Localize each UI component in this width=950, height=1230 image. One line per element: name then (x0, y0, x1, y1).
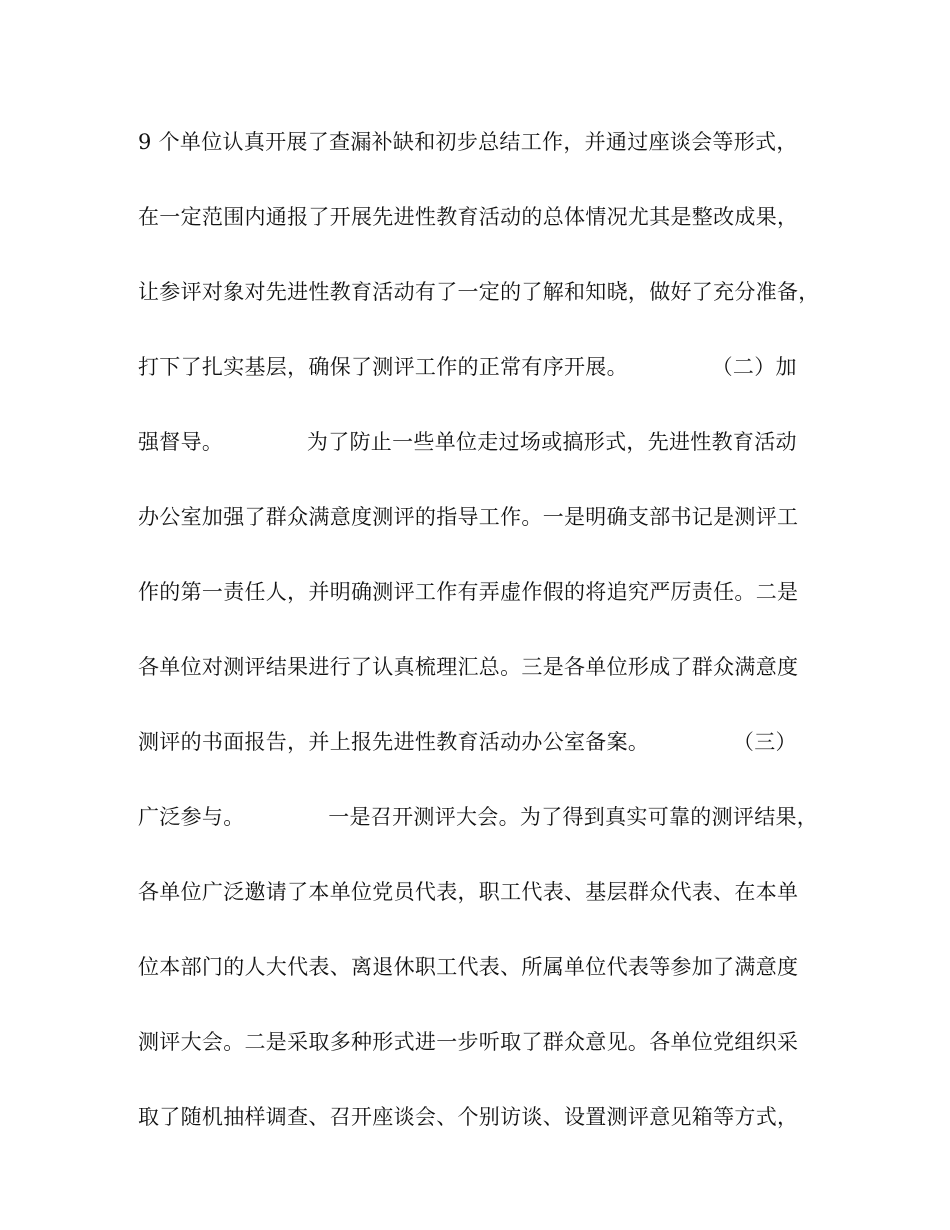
text-line: 让参评对象对先进性教育活动有了一定的了解和知晓，做好了充分准备， (138, 280, 820, 304)
text-line: 打下了扎实基层，确保了测评工作的正常有序开展。 （二）加 (138, 355, 797, 379)
text-line: 位本部门的人大代表、离退休职工代表、所属单位代表等参加了满意度 (138, 955, 799, 979)
text-line: 取了随机抽样调查、召开座谈会、个别访谈、设置测评意见箱等方式， (138, 1105, 799, 1129)
text-line: 各单位对测评结果进行了认真梳理汇总。三是各单位形成了群众满意度 (138, 655, 799, 679)
text-line: 9 个单位认真开展了查漏补缺和初步总结工作，并通过座谈会等形式， (138, 130, 798, 154)
text-line: 在一定范围内通报了开展先进性教育活动的总体情况尤其是整改成果， (138, 205, 799, 229)
text-line: 办公室加强了群众满意度测评的指导工作。一是明确支部书记是测评工 (138, 505, 799, 529)
text-line: 作的第一责任人，并明确测评工作有弄虚作假的将追究严厉责任。二是 (138, 580, 799, 604)
text-line: 广泛参与。 一是召开测评大会。为了得到真实可靠的测评结果， (138, 805, 819, 829)
text-line: 各单位广泛邀请了本单位党员代表，职工代表、基层群众代表、在本单 (138, 880, 799, 904)
text-line: 测评的书面报告，并上报先进性教育活动办公室备案。 （三） (138, 730, 797, 754)
text-line: 测评大会。二是采取多种形式进一步听取了群众意见。各单位党组织采 (138, 1030, 799, 1054)
text-line: 强督导。 为了防止一些单位走过场或搞形式，先进性教育活动 (138, 430, 797, 454)
